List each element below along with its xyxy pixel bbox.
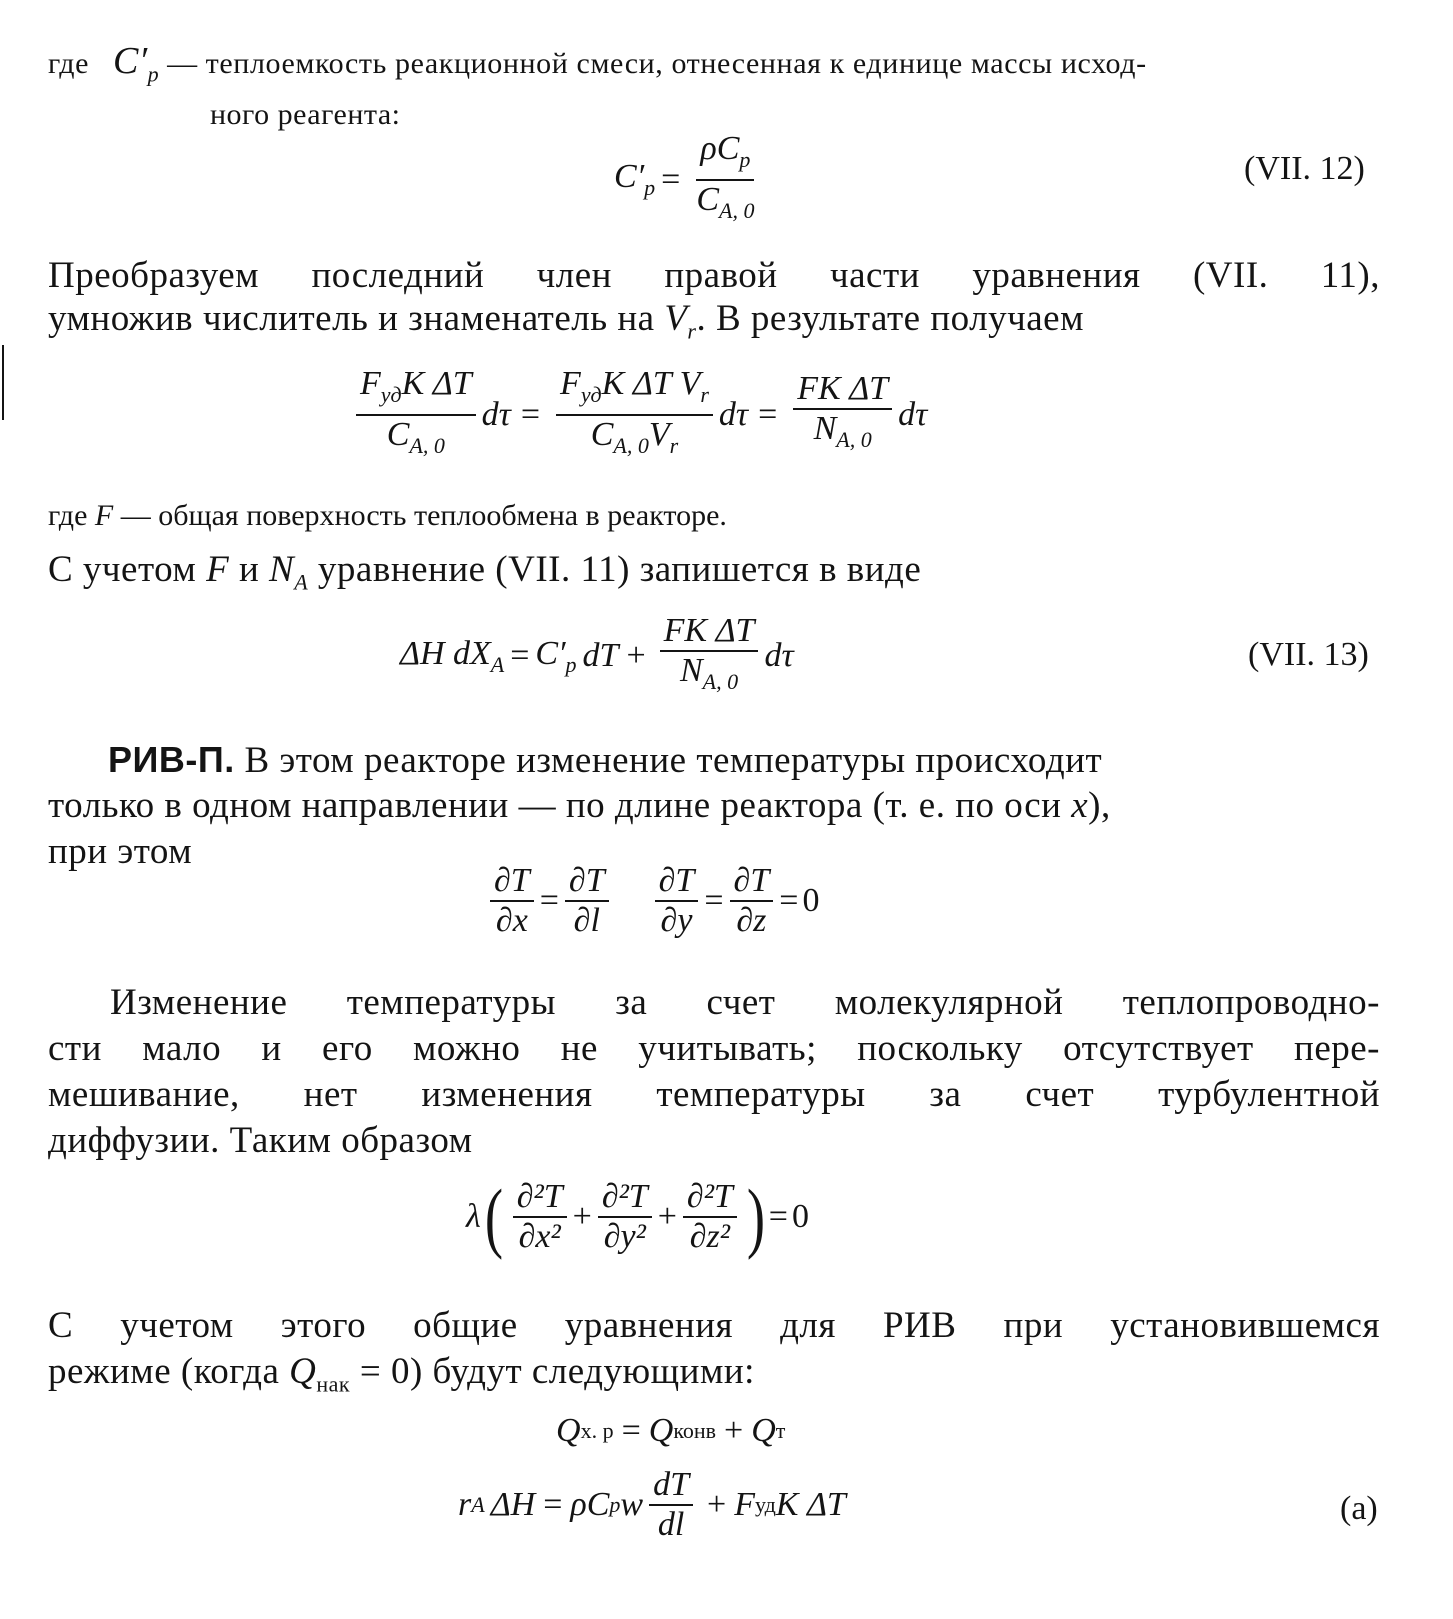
eq13-dT: dT — [582, 637, 619, 675]
eq12-numerator: $\rho C_p$ — [696, 130, 754, 181]
partial-frac-l: $\frac{\partial T}{\partial l}$ — [565, 862, 609, 940]
eq13-fraction: $\frac{\text{FK ΔT}}{N_{A, 0}}$ — [660, 612, 759, 701]
transform-fraction-3: $\frac{\text{FK ΔT}}{N_{A, 0}}$ — [793, 370, 892, 459]
equation-label-vii-13: (VII. 13) — [1248, 636, 1369, 673]
equation-label-a: (a) — [1340, 1490, 1378, 1527]
paragraph-riv-p-line2: только в одном направлении — по длине реактора (т. е. по оси x), — [48, 785, 1111, 826]
margin-mark — [2, 345, 4, 420]
transform-fraction-2: $\frac{F_{уд}K \Delta T V_r}{C_{A, 0}V_r}$ — [556, 365, 713, 465]
paragraph-riv-p-line3: при этом — [48, 831, 193, 872]
paragraph-steady-state-line2: режиме (когда $Q_{нак} = 0$) будут следующими: — [48, 1351, 755, 1397]
laplace-frac-x: $\frac{\text{∂²T}}{\text{∂x²}}$ — [513, 1178, 567, 1256]
paragraph-conductivity — [48, 980, 1380, 1164]
eq-a-fraction: $\frac{dT}{dl}$ — [649, 1466, 693, 1544]
para1-line2-a: умножив числитель и знаменатель на $V_r$. В результате получаем — [48, 298, 1085, 344]
paragraph-riv-p-line1: РИВ-П. В этом реакторе изменение температуры происходит — [108, 739, 1103, 781]
transform-equals-1: = — [520, 395, 541, 433]
laplace-frac-z: $\frac{\text{∂²T}}{\text{∂z²}}$ — [683, 1178, 737, 1256]
riv-p-heading: РИВ-П. — [108, 739, 235, 780]
eq13-equals: = — [510, 637, 530, 675]
paragraph-steady-state-line1: С учетом этого общие уравнения для РИВ при установившемся — [48, 1305, 1380, 1346]
transform-dtau-2: dτ — [718, 395, 749, 433]
symbol-cp: $C'_p$ — [113, 40, 160, 87]
transform-dtau-3: dτ — [898, 395, 928, 433]
equation-label-vii-12: (VII. 12) — [1244, 150, 1365, 187]
paragraph-transform-line2 — [48, 296, 1380, 354]
eq12-denominator: $C_{A, 0}$ — [696, 180, 755, 223]
eq13-dtau: dτ — [764, 637, 794, 675]
para4-line2: сти мало и его можно не учитывать; поскольку отсутствует пере- — [48, 1028, 1380, 1069]
eq12-equals: = — [661, 160, 681, 198]
equation-a: r A ΔH = ρC p w $\frac{dT}{dl}$ + F уд K ΔT — [458, 1466, 846, 1543]
transform-equals-2: = — [758, 395, 778, 433]
equation-laplacian: λ ( $\frac{\text{∂²T}}{\text{∂x²}}$ + $\frac{\text{∂²T}}{\text{∂y²}}$ + $\frac{\text{∂²T}}{\text{∂z²}}$ ) = 0 — [466, 1173, 809, 1260]
definition-cp — [48, 38, 1388, 134]
equation-vii-12 — [614, 130, 764, 230]
para4-line3: мешивание, нет изменения температуры за счет турбулентной — [48, 1074, 1380, 1115]
definition-line1: теплоемкость реакционной смеси, отнесенная к единице массы исход- — [205, 47, 1147, 80]
para4-line1: Изменение температуры за счет молекулярной теплопроводно- — [110, 982, 1380, 1023]
partial-frac-z: $\frac{\partial T}{\partial z}$ — [730, 862, 774, 940]
eq12-fraction — [692, 130, 758, 230]
equation-partials: $\frac{\partial T}{\partial x}$ = $\frac{\partial T}{\partial l}$ $\frac{\partial T}{\partial y}$ = $\frac{\partial T}{\partial z}$ = 0 — [484, 862, 819, 940]
equation-heat-balance: Q х. р = Q конв + Q т — [556, 1412, 786, 1449]
partial-frac-y: $\frac{\partial T}{\partial y}$ — [655, 862, 699, 940]
paragraph-with-f-na: С учетом F и $N_A$ уравнение (VII. 11) запишется в виде — [48, 549, 922, 595]
definition-lead: где — [48, 47, 89, 80]
definition-dash: — — [159, 47, 206, 80]
equation-transform — [350, 365, 927, 465]
paragraph-transform-line1: Преобразуем последний член правой части уравнения (VII. 11), — [48, 255, 1380, 296]
definition-line2: ного реагента: — [210, 97, 401, 131]
equation-vii-13 — [400, 612, 794, 701]
para4-line4: диффузии. Таким образом — [48, 1120, 473, 1161]
laplace-frac-y: $\frac{\text{∂²T}}{\text{∂y²}}$ — [598, 1178, 652, 1256]
eq13-lhs: ΔH $dX_A$ — [400, 635, 505, 677]
transform-fraction-1: $\frac{F_{уд}K \Delta T}{C_{A, 0}}$ — [356, 365, 476, 465]
eq13-plus: + — [626, 637, 646, 675]
eq12-lhs: $C'_p$ — [614, 158, 656, 201]
transform-dtau-1: dτ — [481, 395, 511, 433]
eq13-cp: $C'_p$ — [535, 635, 577, 677]
definition-f: где F — общая поверхность теплообмена в реакторе. — [48, 499, 727, 532]
partial-frac-x: $\frac{\partial T}{\partial x}$ — [490, 862, 534, 940]
